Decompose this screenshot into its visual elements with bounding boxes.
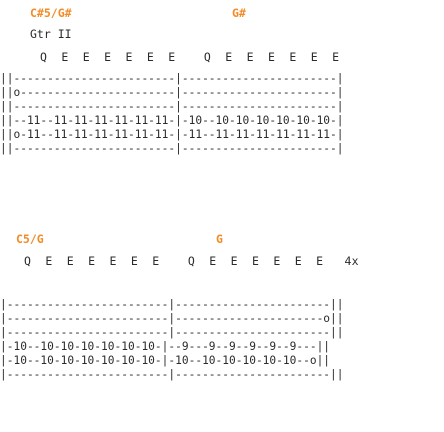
tab-string-line: |------------------------|-----------------------|| bbox=[0, 368, 344, 381]
tab-string-line: ||--11--11-11-11-11-11-11-|-10--10-10-10-10-10-10-| bbox=[0, 114, 344, 127]
tab-string-line: ||o-11--11-11-11-11-11-11-|-11--11-11-11-11-11-11-| bbox=[0, 128, 344, 141]
tab-string-line: ||o-----------------------|-----------------------| bbox=[0, 86, 344, 99]
tab-string-line: |------------------------|-----------------------|| bbox=[0, 298, 344, 311]
rhythm-row: Q E E E E E E Q E E E E E E 4x bbox=[24, 254, 359, 268]
chord-label: G# bbox=[232, 6, 246, 20]
chord-label: C5/G bbox=[16, 232, 44, 246]
tab-string-line: ||------------------------|-----------------------| bbox=[0, 72, 344, 85]
instrument-label: Gtr II bbox=[30, 27, 72, 41]
tab-string-line: |-10--10-10-10-10-10-10-|-10--10-10-10-10-10--o|| bbox=[0, 354, 331, 367]
tab-string-line: ||------------------------|-----------------------| bbox=[0, 100, 344, 113]
tab-string-line: |------------------------|----------------------o|| bbox=[0, 312, 344, 325]
tab-string-line: |-10--10-10-10-10-10-10-|--9---9--9--9--9--9---|| bbox=[0, 340, 331, 353]
chord-label: C#5/G# bbox=[30, 6, 72, 20]
chord-label: G bbox=[216, 232, 223, 246]
tab-string-line: ||------------------------|-----------------------| bbox=[0, 142, 344, 155]
rhythm-row: Q E E E E E E Q E E E E E E bbox=[40, 50, 340, 64]
tab-string-line: |------------------------|-----------------------|| bbox=[0, 326, 344, 339]
